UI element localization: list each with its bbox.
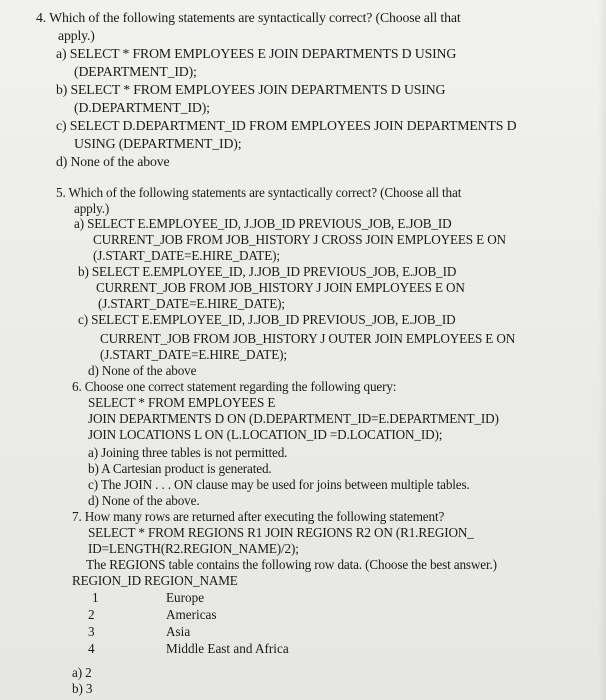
question-5-option-c: c) SELECT E.EMPLOYEE_ID, J.JOB_ID PREVIOUS_JOB, E.JOB_ID <box>78 312 456 327</box>
region-id: 4 <box>88 641 95 656</box>
region-id: 3 <box>88 624 95 639</box>
question-7-option-b: b) 3 <box>72 681 93 696</box>
question-6-option-b: b) A Cartesian product is generated. <box>88 461 272 476</box>
region-name: Asia <box>166 624 191 639</box>
question-5-option-d: d) None of the above <box>88 363 197 378</box>
regions-table-header: REGION_ID REGION_NAME <box>72 573 238 588</box>
question-7-query-line-1: SELECT * FROM REGIONS R1 JOIN REGIONS R2 ON (R1.REGION_ <box>88 525 474 540</box>
question-5-option-a-cont: CURRENT_JOB FROM JOB_HISTORY J CROSS JOIN EMPLOYEES E ON <box>93 232 506 247</box>
question-4-option-a: a) SELECT * FROM EMPLOYEES E JOIN DEPARTMENTS D USING <box>56 46 457 61</box>
question-5-option-c-cont: CURRENT_JOB FROM JOB_HISTORY J OUTER JOIN EMPLOYEES E ON <box>100 331 516 346</box>
page-edge-shadow <box>598 0 606 700</box>
question-6-query-line-2: JOIN DEPARTMENTS D ON (D.DEPARTMENT_ID=E.DEPARTMENT_ID) <box>88 411 499 426</box>
question-5-text: 5. Which of the following statements are syntactically correct? (Choose all that <box>56 185 462 200</box>
region-id: 1 <box>92 590 99 605</box>
question-7-query-line-2: ID=LENGTH(R2.REGION_NAME)/2); <box>88 541 299 556</box>
question-6-option-d: d) None of the above. <box>88 493 200 508</box>
question-7-text: 7. How many rows are returned after executing the following statement? <box>72 509 445 524</box>
question-4-text: 4. Which of the following statements are syntactically correct? (Choose all that <box>36 10 461 25</box>
question-4-option-b-cont: (D.DEPARTMENT_ID); <box>74 100 210 115</box>
question-7-table-note: The REGIONS table contains the following row data. (Choose the best answer.) <box>86 557 497 572</box>
regions-table-row <box>0 624 606 640</box>
question-5-option-c-cont2: (J.START_DATE=E.HIRE_DATE); <box>100 347 287 362</box>
question-5-option-a: a) SELECT E.EMPLOYEE_ID, J.JOB_ID PREVIOUS_JOB, E.JOB_ID <box>74 216 452 231</box>
question-6-option-c: c) The JOIN . . . ON clause may be used for joins between multiple tables. <box>88 477 470 492</box>
region-id: 2 <box>88 607 95 622</box>
regions-table-row <box>0 641 606 657</box>
question-4-text-cont: apply.) <box>58 28 95 43</box>
question-6-query-line-1: SELECT * FROM EMPLOYEES E <box>88 395 276 410</box>
regions-table-row <box>0 607 606 623</box>
question-4-option-d: d) None of the above <box>56 154 170 169</box>
question-6-query-line-3: JOIN LOCATIONS L ON (L.LOCATION_ID =D.LOCATION_ID); <box>88 427 443 442</box>
question-4-option-a-cont: (DEPARTMENT_ID); <box>74 64 197 79</box>
question-6-option-a: a) Joining three tables is not permitted. <box>88 445 288 460</box>
question-4-option-b: b) SELECT * FROM EMPLOYEES JOIN DEPARTMENTS D USING <box>56 82 446 97</box>
question-4-option-c: c) SELECT D.DEPARTMENT_ID FROM EMPLOYEES JOIN DEPARTMENTS D <box>56 118 517 133</box>
question-4-option-c-cont: USING (DEPARTMENT_ID); <box>74 136 242 151</box>
question-5-text-cont: apply.) <box>74 201 110 216</box>
question-5-option-b-cont2: (J.START_DATE=E.HIRE_DATE); <box>98 296 285 311</box>
region-name: Europe <box>166 590 205 605</box>
regions-table-row <box>0 590 606 606</box>
question-5-option-a-cont2: (J.START_DATE=E.HIRE_DATE); <box>93 248 280 263</box>
question-6-text: 6. Choose one correct statement regarding the following query: <box>72 379 397 394</box>
region-name: Middle East and Africa <box>166 641 289 656</box>
region-name: Americas <box>166 607 217 622</box>
question-7-option-a: a) 2 <box>72 665 92 680</box>
question-5-option-b: b) SELECT E.EMPLOYEE_ID, J.JOB_ID PREVIOUS_JOB, E.JOB_ID <box>78 264 457 279</box>
question-5-option-b-cont: CURRENT_JOB FROM JOB_HISTORY J JOIN EMPLOYEES E ON <box>96 280 465 295</box>
